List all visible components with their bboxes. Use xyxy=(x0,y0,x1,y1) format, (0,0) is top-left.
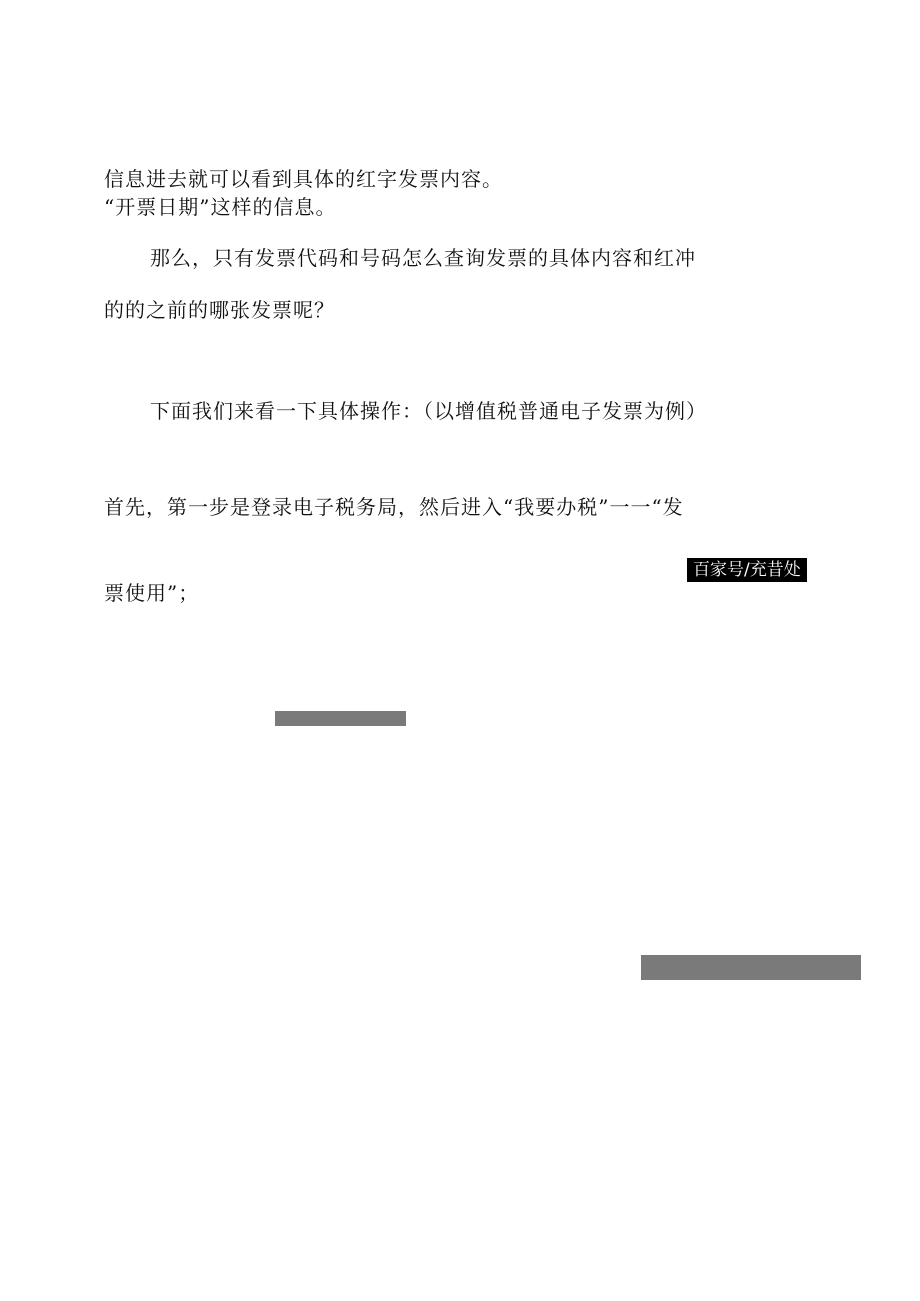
text-line-4: 的的之前的哪张发票呢？ xyxy=(104,298,335,322)
redaction-bar xyxy=(641,955,861,980)
text-line-6: 首先，第一步是登录电子税务局，然后进入“我要办税”一一“发 xyxy=(104,495,684,519)
text-line-2: “开票日期”这样的信息。 xyxy=(104,195,337,219)
text-line-5: 下面我们来看一下具体操作：（以增值税普通电子发票为例） xyxy=(150,399,707,423)
text-line-1: 信息进去就可以看到具体的红字发票内容。 xyxy=(104,167,503,191)
watermark-badge: 百家号/充昔处 xyxy=(687,558,807,582)
text-line-7: 票使用”； xyxy=(104,581,200,605)
redaction-bar xyxy=(275,711,406,726)
text-line-3: 那么，只有发票代码和号码怎么查询发票的具体内容和红冲 xyxy=(150,246,696,270)
